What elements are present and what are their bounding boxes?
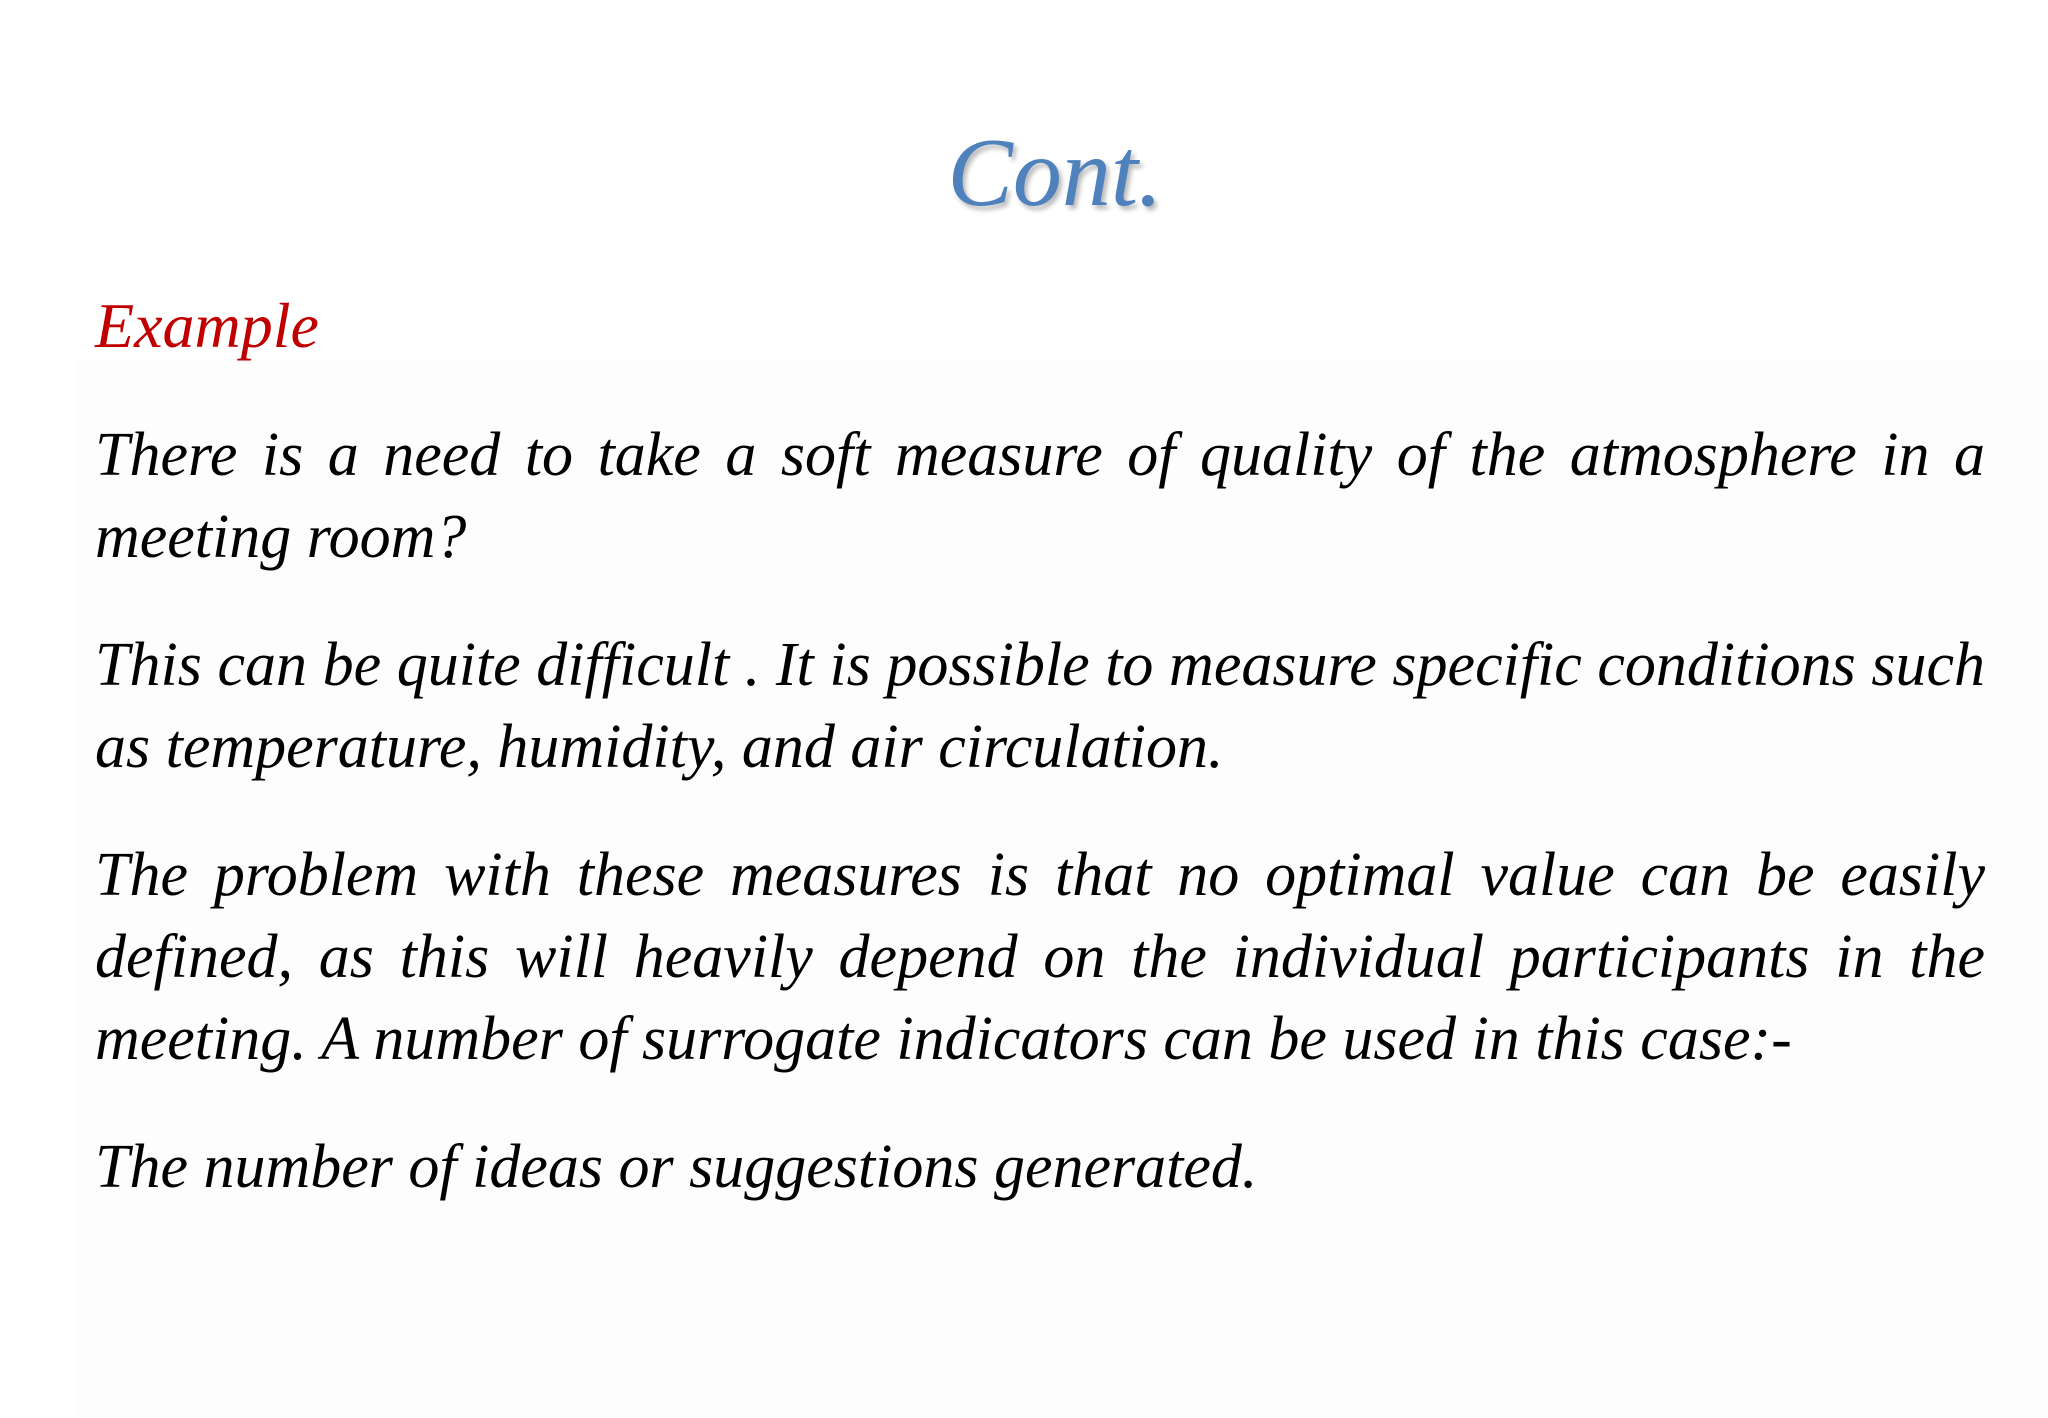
example-label: Example (95, 290, 319, 361)
paragraph-need: There is a need to take a soft measure of quality of the atmosphere in a meeting room? (95, 421, 1985, 571)
paragraph-indicator: The number of ideas or suggestions generated. (95, 1133, 1258, 1201)
slide-title: Cont. (947, 119, 1163, 227)
slide-body (95, 286, 1985, 1208)
paragraph-difficulty: This can be quite difficult . It is possible to measure specific conditions such as temperature, humidity, and air circulation. (95, 631, 1985, 781)
paragraph-problem: The problem with these measures is that no optimal value can be easily defined, as this will heavily depend on the individual participants in the meeting. A number of surrogate indicators can be used in this case:- (95, 841, 1985, 1073)
